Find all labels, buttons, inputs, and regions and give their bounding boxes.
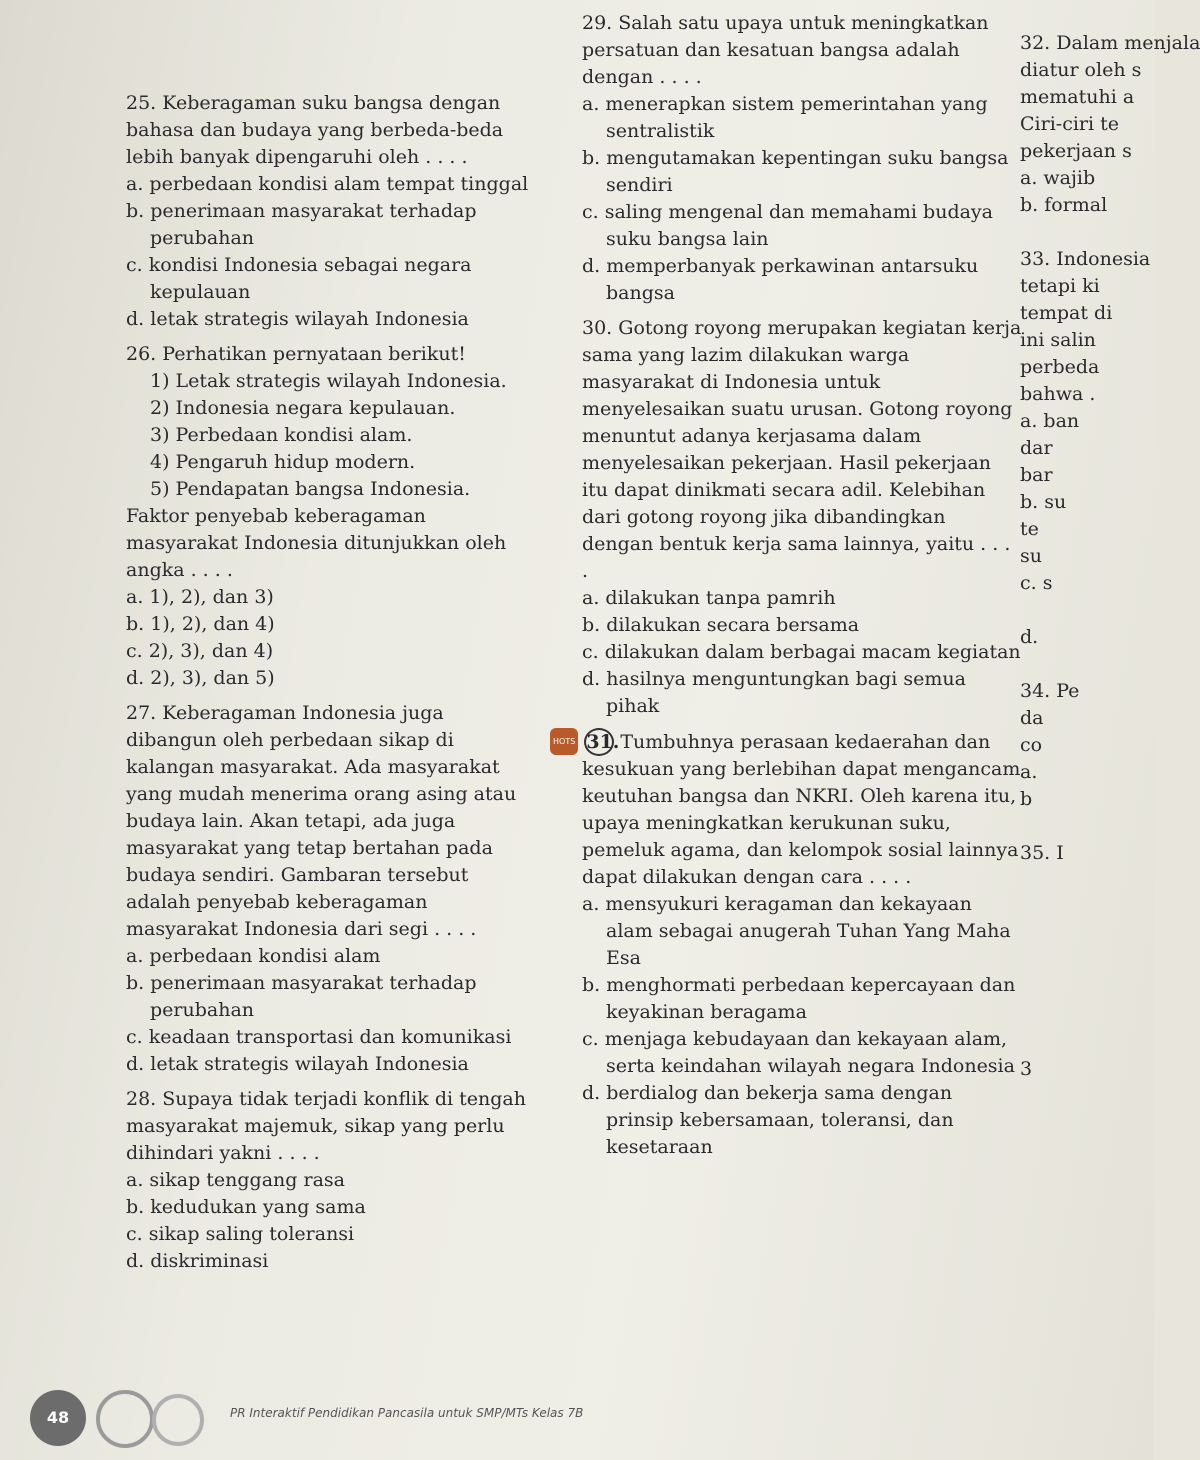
statement-item: 3) Perbedaan kondisi alam. bbox=[150, 424, 413, 446]
question-text: Supaya tidak terjadi konflik di tengah masyarakat majemuk, sikap yang perlu dihindari yakni . . . . bbox=[126, 1088, 526, 1164]
answer-option: a. perbedaan kondisi alam bbox=[126, 945, 381, 967]
question bbox=[126, 1086, 536, 1275]
answer-option: b. dilakukan secara bersama bbox=[582, 614, 860, 636]
answer-option: b. penerimaan masyarakat terhadap perubahan bbox=[126, 200, 477, 249]
answer-option: b. mengutamakan kepentingan suku bangsa sendiri bbox=[582, 147, 1009, 196]
answer-option: c. keadaan transportasi dan komunikasi bbox=[126, 1026, 512, 1048]
cropped-line: da bbox=[1020, 707, 1044, 729]
question-text: Salah satu upaya untuk meningkatkan persatuan dan kesatuan bangsa adalah dengan . . . . bbox=[582, 12, 989, 88]
answer-option: d. letak strategis wilayah Indonesia bbox=[126, 1053, 469, 1075]
cropped-line: b bbox=[1020, 788, 1033, 810]
cropped-line: d. bbox=[1020, 626, 1039, 648]
cropped-line: bar bbox=[1020, 464, 1053, 486]
answer-option: d. hasilnya menguntungkan bagi semua pihak bbox=[582, 668, 966, 717]
question-number: 26. bbox=[126, 343, 157, 365]
cropped-line: diatur oleh s bbox=[1020, 59, 1142, 81]
cropped-line: 32. Dalam menjala bbox=[1020, 32, 1200, 54]
question-stem bbox=[126, 341, 536, 368]
cropped-line bbox=[1020, 894, 1154, 921]
answer-option: b. kedudukan yang sama bbox=[126, 1196, 366, 1218]
answer-option: d. letak strategis wilayah Indonesia bbox=[126, 308, 469, 330]
question-number: 29. bbox=[582, 12, 613, 34]
question bbox=[553, 728, 1022, 1161]
question-text: Keberagaman Indonesia juga dibangun oleh perbedaan sikap di kalangan masyarakat. Ada masyarakat yang mudah menerima orang asing atau budaya lain. Akan tetapi, ada juga masyarakat yang tetap bertahan pada budaya sendiri. Gambaran tersebut adalah penyebab keberagaman masyarakat Indonesia dari segi . . . . bbox=[126, 702, 517, 940]
question-number: 28. bbox=[126, 1088, 157, 1110]
question bbox=[126, 90, 536, 333]
cropped-line: b. su bbox=[1020, 491, 1067, 513]
cropped-line bbox=[1020, 948, 1154, 975]
answer-option: b. 1), 2), dan 4) bbox=[126, 613, 275, 635]
question-text: Tumbuhnya perasaan kedaerahan dan kesukuan yang berlebihan dapat mengancam keutuhan bangsa dan NKRI. Oleh karena itu, upaya meningkatkan kerukunan suku, pemeluk agama, dan kelompok sosial lainnya dapat dilakukan dengan cara . . . . bbox=[582, 731, 1021, 888]
cropped-line: c. s bbox=[1020, 572, 1053, 594]
question-prompt: Faktor penyebab keberagaman masyarakat Indonesia ditunjukkan oleh angka . . . . bbox=[126, 505, 507, 581]
answer-option: c. dilakukan dalam berbagai macam kegiatan bbox=[582, 641, 1021, 663]
column-right-cropped bbox=[1020, 30, 1200, 1083]
question-text: Gotong royong merupakan kegiatan kerja sama yang lazim dilakukan warga masyarakat di Indonesia untuk menyelesaikan suatu urusan. Gotong royong menuntut adanya kerjasama dalam menyelesaikan pekerjaan. Hasil pekerjaan itu dapat dinikmati secara adil. Kelebihan dari gotong royong jika dibandingkan dengan bentuk kerja sama lainnya, yaitu . . . . bbox=[582, 317, 1022, 582]
question-stem bbox=[553, 728, 1022, 891]
statement-item: 1) Letak strategis wilayah Indonesia. bbox=[150, 370, 507, 392]
page-footer bbox=[30, 1380, 730, 1440]
cropped-line: bahwa . bbox=[1020, 383, 1096, 405]
cropped-line: 34. Pe bbox=[1020, 680, 1080, 702]
cropped-line: dar bbox=[1020, 437, 1053, 459]
answer-option: a. mensyukuri keragaman dan kekayaan alam sebagai anugerah Tuhan Yang Maha Esa bbox=[582, 893, 1011, 969]
question bbox=[582, 315, 1022, 720]
answer-option: d. memperbanyak perkawinan antarsuku bangsa bbox=[582, 255, 979, 304]
statement-item: 4) Pengaruh hidup modern. bbox=[150, 451, 416, 473]
answer-option: d. 2), 3), dan 5) bbox=[126, 667, 275, 689]
statement-item: 2) Indonesia negara kepulauan. bbox=[150, 397, 456, 419]
question-stem bbox=[126, 90, 536, 171]
answer-option: c. sikap saling toleransi bbox=[126, 1223, 355, 1245]
answer-option: c. 2), 3), dan 4) bbox=[126, 640, 274, 662]
answer-option: c. saling mengenal dan memahami budaya suku bangsa lain bbox=[582, 201, 993, 250]
question-stem bbox=[582, 315, 1022, 585]
answer-option: c. menjaga kebudayaan dan kekayaan alam, serta keindahan wilayah negara Indonesia bbox=[582, 1028, 1015, 1077]
cropped-line: a. ban bbox=[1020, 410, 1080, 432]
cropped-line: a. bbox=[1020, 761, 1038, 783]
cropped-line: 33. Indonesia bbox=[1020, 248, 1151, 270]
cropped-line bbox=[1020, 921, 1154, 948]
question-number: 30. bbox=[582, 317, 613, 339]
answer-option: d. berdialog dan bekerja sama dengan prinsip kebersamaan, toleransi, dan kesetaraan bbox=[582, 1082, 954, 1158]
question-stem bbox=[582, 10, 1022, 91]
question bbox=[126, 341, 536, 692]
answer-option: a. 1), 2), dan 3) bbox=[126, 586, 274, 608]
cropped-line: te bbox=[1020, 518, 1039, 540]
column-middle bbox=[553, 10, 1022, 1169]
question-text: Keberagaman suku bangsa dengan bahasa dan budaya yang berbeda-beda lebih banyak dipengaruhi oleh . . . . bbox=[126, 92, 504, 168]
question bbox=[582, 10, 1022, 307]
cropped-line bbox=[1020, 651, 1154, 678]
answer-option: a. perbedaan kondisi alam tempat tinggal bbox=[126, 173, 529, 195]
cropped-line bbox=[1020, 597, 1154, 624]
question-stem bbox=[126, 1086, 536, 1167]
statement-item: 5) Pendapatan bangsa Indonesia. bbox=[150, 478, 471, 500]
question-number: 27. bbox=[126, 702, 157, 724]
answer-option: a. sikap tenggang rasa bbox=[126, 1169, 345, 1191]
footer-title: PR Interaktif Pendidikan Pancasila untuk SMP/MTs Kelas 7B bbox=[230, 1406, 584, 1420]
question bbox=[126, 700, 536, 1078]
cropped-line: Ciri-ciri te bbox=[1020, 113, 1119, 135]
column-left bbox=[126, 90, 536, 1283]
cropped-line: tempat di bbox=[1020, 302, 1113, 324]
cropped-line: b. formal bbox=[1020, 194, 1108, 216]
cropped-line: co bbox=[1020, 734, 1043, 756]
decor-ring-icon bbox=[96, 1390, 154, 1448]
cropped-line bbox=[1020, 813, 1154, 840]
cropped-line: a. wajib bbox=[1020, 167, 1096, 189]
cropped-line bbox=[1020, 975, 1154, 1002]
cropped-line: ini salin bbox=[1020, 329, 1096, 351]
question-text: Perhatikan pernyataan berikut! bbox=[162, 343, 466, 365]
cropped-line bbox=[1020, 867, 1154, 894]
cropped-line bbox=[1020, 219, 1154, 246]
cropped-line bbox=[1020, 1002, 1154, 1029]
page-number: 48 bbox=[30, 1390, 86, 1446]
answer-option: c. kondisi Indonesia sebagai negara kepulauan bbox=[126, 254, 472, 303]
hots-badge: HOTS bbox=[550, 728, 578, 755]
cropped-line: perbeda bbox=[1020, 356, 1100, 378]
answer-option: b. penerimaan masyarakat terhadap perubahan bbox=[126, 972, 477, 1021]
answer-option: d. diskriminasi bbox=[126, 1250, 269, 1272]
cropped-line: pekerjaan s bbox=[1020, 140, 1132, 162]
cropped-line bbox=[1020, 1029, 1154, 1056]
cropped-line: 35. I bbox=[1020, 842, 1064, 864]
question-number: 31. bbox=[584, 728, 614, 756]
answer-option: b. menghormati perbedaan kepercayaan dan keyakinan beragama bbox=[582, 974, 1016, 1023]
cropped-line: tetapi ki bbox=[1020, 275, 1100, 297]
question-number: 25. bbox=[126, 92, 157, 114]
question-stem bbox=[126, 700, 536, 943]
cropped-line: 3 bbox=[1020, 1058, 1033, 1080]
answer-option: a. dilakukan tanpa pamrih bbox=[582, 587, 836, 609]
decor-ring-icon bbox=[152, 1394, 204, 1446]
cropped-line: su bbox=[1020, 545, 1042, 567]
cropped-line: mematuhi a bbox=[1020, 86, 1135, 108]
answer-option: a. menerapkan sistem pemerintahan yang sentralistik bbox=[582, 93, 988, 142]
